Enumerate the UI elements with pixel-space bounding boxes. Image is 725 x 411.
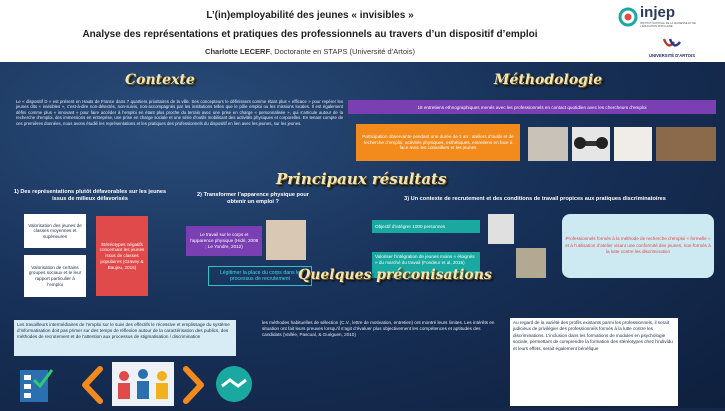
poster-title-line1: L’(in)employabilité des jeunes « invisibles » [206, 10, 414, 21]
preconisations-heading: Quelques préconisations [298, 267, 492, 283]
resultat-2-box-body-work [186, 226, 262, 256]
chevron-right-icon [182, 366, 206, 404]
resultat-3-box-valorize-text: Valoriser l’intégration de jeunes moins « éloignés » du marché du travail (Fondeur et al, 2015) [375, 254, 475, 265]
photo-recruitment [488, 214, 514, 244]
contexte-heading: Contexte [125, 72, 195, 88]
photo-meeting [516, 248, 546, 278]
poster-title-line2: Analyse des représentations et pratiques des professionnels au travers d’un dispositif d’emploi [82, 29, 538, 40]
resultat-3-title: 3) Un contexte de recrutement et des conditions de travail propices aux pratiques discriminatoires [404, 196, 666, 202]
preconisation-1-text: Les travailleurs intermédiaires de l’emploi sur le suivi des effectifs le récessive et emplissage du système d’informatisation doit pas primer sur des temps de réflexion autour de la caractérisation des publics, des méthodes de recrutement et de l’attention aux processus de stigmatisation / discrimination [17, 322, 230, 339]
methodologie-heading: Méthodologie [494, 72, 603, 88]
preconisation-2-text: les méthodes habituelles de sélection (C.V., lettre de motivation, entretien) ont montré leurs limites. Les intérêts en situation ont fait leurs preuves lorsqu’il s’agit d’évaluer plus objectivement les compétences et aptitudes des candidats (Vallée, Pascual, & Guéguen, 2010) [262, 320, 495, 337]
people-group-icon [112, 362, 174, 406]
resultat-1-title: 1) Des représentations plutôt défavorables sur les jeunes issus de milieux défavorisés [13, 189, 167, 202]
resultats-heading: Principaux résultats [276, 170, 447, 188]
resultat-2-box-legitimize-text: Légitimer la place du corps dans le processus de recrutement [219, 269, 301, 282]
photo-cosmetics [614, 127, 652, 161]
artois-logo-text: UNIVERSITÉ D'ARTOIS [648, 53, 696, 58]
injep-logo-text: injep [640, 4, 676, 21]
methodologie-interviews-box [348, 100, 716, 114]
resultat-1-box-middle-class [24, 214, 86, 248]
photo-makeup [266, 220, 306, 260]
author-line [0, 47, 620, 56]
resultat-1-box-stereotypes-text: Stéréotypes négatifs concernant les jeunes issus de classes populaires (Gravey & Baujeu, 2015) [99, 241, 145, 270]
photo-job-interview [656, 127, 716, 161]
resultat-1-box-middle-class-text: Valorisation des jeunes de classes moyennes et supérieures [28, 222, 82, 239]
photo-workshop [528, 127, 568, 161]
preconisation-1-box [14, 320, 236, 356]
methodologie-observation-text: Participation observante pendant une durée de 1 an : ateliers d’outils et de recherche d’emploi, activités physiques, esthétiques, entretiens en face à face avec les conseillers et les jeunes [362, 133, 514, 151]
resultat-2-title: 2) Transformer l’apparence physique pour obtenir un emploi ? [197, 192, 309, 205]
author-name: Charlotte LECERF [205, 47, 271, 56]
methodologie-observation-box [356, 124, 520, 161]
resultat-1-box-stereotypes [96, 216, 148, 296]
resultat-3-box-training-text: Professionnels formés à la méthode de recherche d’emploi « formelle » et à l’utilisation d’atelier visant une conformité des jeunes, non-formés à la lutte contre les discrimination [565, 236, 711, 255]
preconisation-3-text: Au regard de la variété des profils existants parmi les professionnels, il serait judicieux de privilégier des professionnels formés à la lutte contre les discriminations. L’inclusion dans les formations de modules en psychologie sociale, permettant de comprendre la formation des stéréotypes chez l’individu et leurs effets, serait également bénéfique [513, 320, 673, 351]
handshake-icon [214, 364, 254, 406]
injep-logo [618, 4, 718, 36]
resultat-2-box-body-work-text: Le travail sur le corps et l’apparence physique (Hidri, 2008 ; Le Yondre, 2012) [189, 232, 259, 249]
check-icon [18, 366, 56, 406]
contexte-text: Le « dispositif D » est présent en Hauts de France dans 7 quartiers prioritaires de la ville. Ses concepteurs le définissent comme étant plus « efficace » pour repérer les jeunes dits « invisibles », c’est-à-dire non-détectés, non-suivis, non-accompagnés par les institutions telles que le pôle emploi ou les missions locales. Il est également défini comme plus « innovant » pour faire accéder à l’emploi en étant plus proche du terrain avec une prise en charge « personnalisée », qui s’articule autour de la recherche d’emploi, des immersions en entreprise, une prise en charge sociale et une série d’outils mobilisant des activités physiques et corporelles. En tenant compte de ces premières données, nous avons étudié les représentations et les pratiques des professionnels du dispositif en lien avec les jeunes, sur les jeunes. [16, 99, 343, 126]
resultat-3-box-training [562, 214, 714, 278]
resultat-3-box-objective [372, 220, 480, 233]
photo-sport-equipment [572, 127, 610, 161]
resultat-1-box-social-groups-text: Valorisation de certains groupes sociaux et le leur rapport particulier à l’emploi [28, 264, 82, 287]
chevron-left-icon [80, 366, 104, 404]
methodologie-interviews-text: 18 entretiens ethnographiques menés avec les professionnels en contact quotidien avec les chercheurs d’emploi [417, 104, 647, 110]
artois-logo [646, 38, 698, 60]
injep-logo-subtitle: INSTITUT NATIONAL DE LA JEUNESSE ET DE L'ÉDUCATION POPULAIRE [640, 22, 696, 28]
resultat-1-box-social-groups [24, 255, 86, 297]
resultat-3-box-objective-text: Objectif d’intégrer 1000 personnes [375, 224, 446, 229]
preconisation-3-box [510, 318, 678, 406]
resultat-2-box-legitimize [208, 266, 312, 286]
preconisation-2 [262, 320, 500, 406]
author-affiliation: , Doctorante en STAPS (Université d’Artois) [270, 47, 415, 56]
